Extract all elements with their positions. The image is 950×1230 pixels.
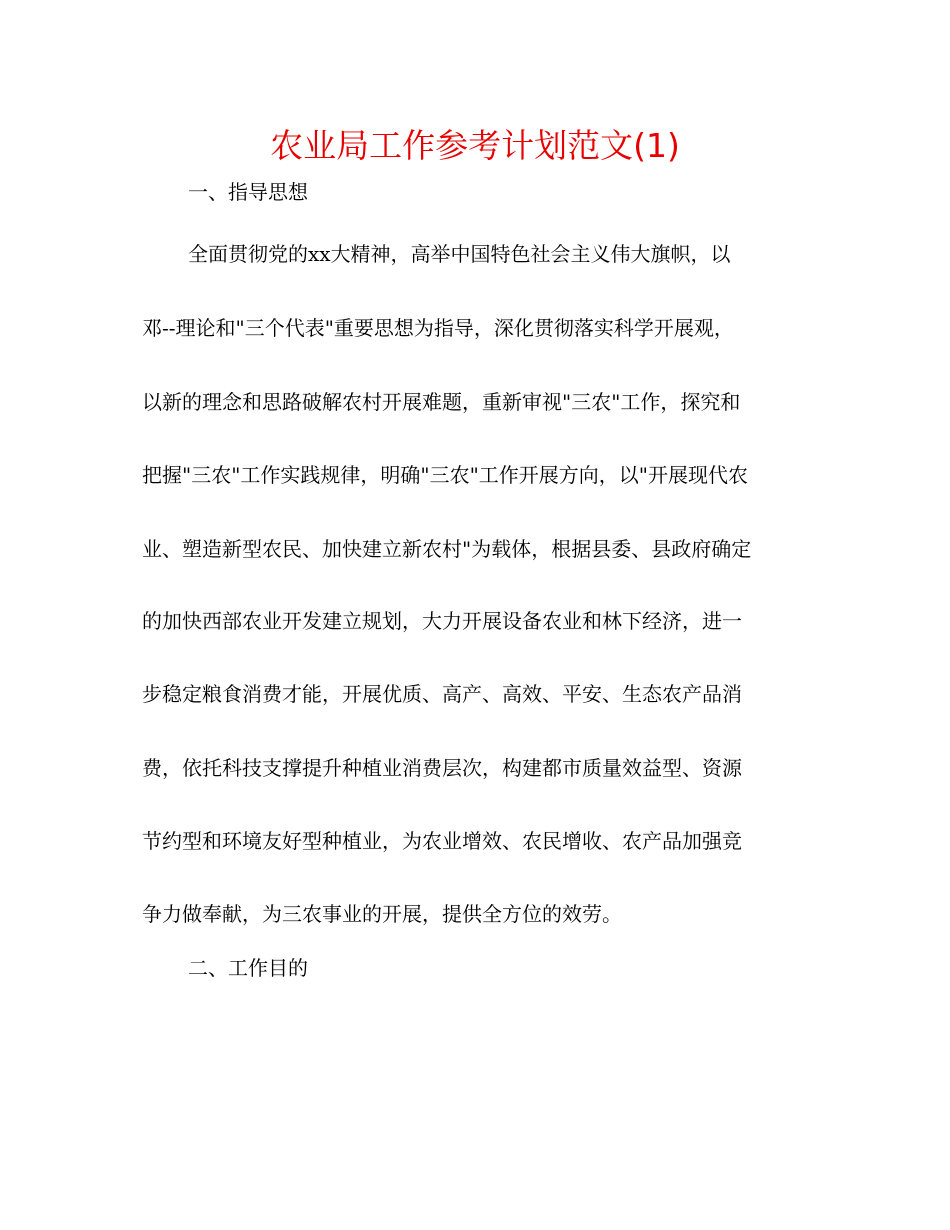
- paragraph-line: 费，依托科技支撑提升种植业消费层次，构建都市质量效益型、资源: [142, 756, 742, 780]
- section-heading-guiding-ideology: 一、指导思想: [188, 180, 308, 204]
- paragraph-line: 把握"三农"工作实践规律，明确"三农"工作开展方向，以"开展现代农: [142, 463, 748, 487]
- paragraph-line: 争力做奉献，为三农事业的开展，提供全方位的效劳。: [142, 902, 622, 926]
- paragraph-line: 以新的理念和思路破解农村开展难题，重新审视"三农"工作，探究和: [142, 390, 741, 414]
- document-title: 农业局工作参考计划范文(1): [270, 126, 680, 165]
- paragraph-line: 节约型和环境友好型种植业，为农业增效、农民增收、农产品加强竞: [142, 829, 742, 853]
- paragraph-line: 步稳定粮食消费才能，开展优质、高产、高效、平安、生态农产品消: [142, 682, 742, 706]
- paragraph-line: 邓--理论和"三个代表"重要思想为指导，深化贯彻落实科学开展观，: [142, 316, 734, 340]
- section-heading-work-objectives: 二、工作目的: [188, 956, 308, 980]
- paragraph-line: 业、塑造新型农民、加快建立新农村"为载体，根据县委、县政府确定: [142, 537, 752, 561]
- paragraph-line: 的加快西部农业开发建立规划，大力开展设备农业和林下经济，进一: [142, 609, 742, 633]
- paragraph-line: 全面贯彻党的xx大精神，高举中国特色社会主义伟大旗帜，以: [188, 242, 731, 266]
